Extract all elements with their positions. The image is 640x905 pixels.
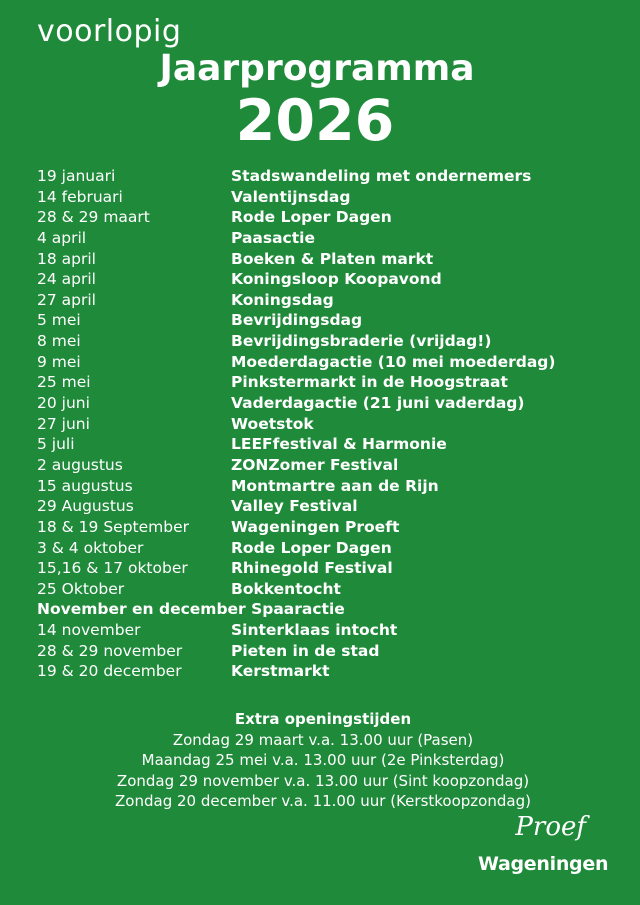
list-item — [37, 414, 627, 435]
event-list — [37, 166, 627, 682]
event-name: Pinkstermarkt in de Hoogstraat — [231, 373, 508, 392]
event-date: 15,16 & 17 oktober — [37, 559, 188, 578]
event-name: Montmartre aan de Rijn — [231, 476, 439, 495]
event-date: 14 februari — [37, 187, 123, 206]
list-item — [37, 269, 627, 290]
event-date: 28 & 29 november — [37, 641, 183, 660]
event-date: 15 augustus — [37, 476, 133, 495]
list-item — [37, 249, 627, 270]
list-item — [37, 228, 627, 249]
extra-lines — [0, 730, 640, 812]
year-heading: 2026 — [235, 88, 395, 154]
list-item — [37, 476, 627, 497]
extra-heading: Extra openingstijden — [234, 710, 412, 728]
event-name: Vaderdagactie (21 juni vaderdag) — [231, 394, 525, 413]
event-date: 18 april — [37, 249, 96, 268]
event-date: 20 juni — [37, 394, 90, 413]
extra-opening-hours — [0, 709, 640, 812]
event-date: 29 Augustus — [37, 497, 134, 516]
logo-script: Proef — [515, 812, 586, 842]
event-name: Koningsloop Koopavond — [231, 270, 442, 289]
list-item — [37, 352, 627, 373]
event-date: 5 mei — [37, 311, 81, 330]
extra-line: Zondag 29 november v.a. 13.00 uur (Sint koopzondag) — [116, 771, 530, 790]
list-item — [37, 166, 627, 187]
extra-line: Zondag 20 december v.a. 11.00 uur (Kerstkoopzondag) — [115, 792, 531, 810]
event-date: 27 juni — [37, 414, 90, 433]
event-name: Boeken & Platen markt — [231, 249, 434, 268]
event-name: Koningsdag — [231, 290, 334, 309]
event-name: LEEFfestival & Harmonie — [231, 435, 447, 454]
list-item — [37, 641, 627, 662]
event-name: Wageningen Proeft — [231, 517, 400, 536]
event-name: Sinterklaas intocht — [231, 621, 398, 640]
event-date: 8 mei — [37, 332, 81, 351]
logo-word: Wageningen — [478, 853, 609, 875]
event-date: 19 & 20 december — [37, 662, 182, 681]
list-item — [37, 331, 627, 352]
list-item — [37, 661, 627, 682]
list-item — [37, 187, 627, 208]
event-date: 2 augustus — [37, 455, 123, 474]
event-name: Pieten in de stad — [231, 641, 380, 660]
event-date: 25 Oktober — [37, 579, 125, 598]
event-name: Moederdagactie (10 mei moederdag) — [231, 352, 556, 371]
event-name: Rode Loper Dagen — [231, 208, 392, 227]
event-name: Bevrijdingsdag — [231, 311, 363, 330]
event-name: Paasactie — [231, 228, 315, 247]
event-date: 18 & 19 September — [37, 517, 189, 536]
list-item — [37, 538, 627, 559]
list-item — [37, 517, 627, 538]
list-item — [37, 207, 627, 228]
event-name: Rode Loper Dagen — [231, 538, 392, 557]
list-item — [37, 579, 627, 600]
event-name: Rhinegold Festival — [231, 559, 393, 578]
event-name: Valley Festival — [231, 497, 358, 516]
list-item — [37, 372, 627, 393]
event-date: 5 juli — [37, 435, 75, 454]
event-name: Woetstok — [231, 414, 314, 433]
event-date: 27 april — [37, 290, 96, 309]
event-name: Bokkentocht — [231, 579, 341, 598]
event-date: 25 mei — [37, 373, 91, 392]
list-item — [37, 558, 627, 579]
list-item — [37, 310, 627, 331]
event-date: 4 april — [37, 228, 87, 247]
extra-line: Maandag 25 mei v.a. 13.00 uur (2e Pinksterdag) — [141, 751, 505, 769]
extra-line: Zondag 29 maart v.a. 13.00 uur (Pasen) — [172, 730, 474, 749]
list-item — [37, 620, 627, 641]
event-name: November en december Spaaractie — [37, 600, 345, 619]
page-title — [0, 48, 640, 89]
event-date: 14 november — [37, 621, 141, 640]
list-item — [37, 434, 627, 455]
list-item — [37, 496, 627, 517]
event-name: ZONZomer Festival — [231, 455, 399, 474]
page-title-text: Jaarprogramma — [159, 48, 475, 89]
event-name: Bevrijdingsbraderie (vrijdag!) — [231, 332, 492, 351]
event-name: Kerstmarkt — [231, 662, 330, 681]
event-date: 24 april — [37, 270, 96, 289]
list-item — [37, 599, 627, 620]
event-date: 28 & 29 maart — [37, 208, 150, 227]
event-date: 19 januari — [37, 167, 116, 185]
list-item — [37, 393, 627, 414]
event-date: 3 & 4 oktober — [37, 538, 144, 557]
event-date: 9 mei — [37, 352, 81, 371]
list-item — [37, 455, 627, 476]
logo — [474, 812, 609, 882]
list-item — [37, 290, 627, 311]
event-name: Valentijnsdag — [231, 187, 351, 206]
event-name: Stadswandeling met ondernemers — [231, 167, 532, 185]
subtitle: voorlopig — [37, 14, 182, 49]
